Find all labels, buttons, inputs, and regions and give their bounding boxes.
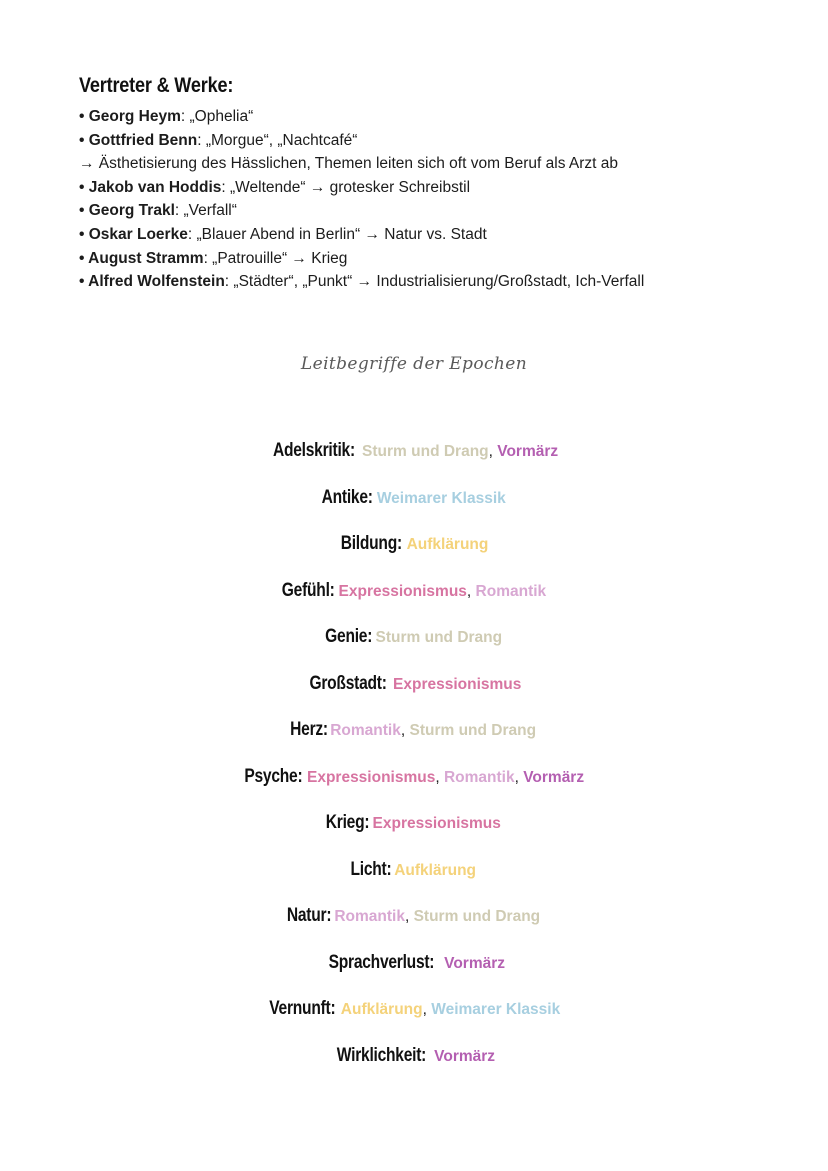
author-line [79, 176, 799, 200]
author-works: : „Städter“, „Punkt“ → Industrialisierung/Großstadt, Ich-Verfall [224, 273, 645, 291]
author-works: : „Verfall“ [174, 202, 237, 220]
author-name: • Gottfried Benn [79, 131, 198, 149]
epoch-tag: Expressionismus [393, 675, 522, 693]
epoch-tag: Romantik [475, 582, 547, 600]
epoch-separator: , [514, 768, 524, 786]
author-list [79, 105, 799, 294]
term-row [0, 998, 828, 1045]
author-works: : „Patrouille“ → Krieg [203, 249, 348, 267]
term-label: Psyche: [244, 765, 303, 787]
term-row [0, 626, 828, 673]
epoch-separator: , [488, 443, 498, 460]
term-row [0, 580, 828, 627]
epoch-tag: Vormärz [523, 768, 585, 786]
author-works: : „Weltende“ → grotesker Schreibstil [221, 178, 471, 196]
term-row [0, 673, 828, 720]
epoch-tag: Aufklärung [394, 861, 477, 879]
author-line [79, 270, 799, 294]
author-name: • Georg Heym [79, 108, 181, 125]
term-row [0, 1045, 828, 1092]
term-label: Natur: [286, 905, 332, 926]
author-works: : „Blauer Abend in Berlin“ → Natur vs. Stadt [187, 225, 487, 243]
term-label: Antike: [321, 486, 373, 508]
epoch-tag: Sturm und Drang [362, 443, 489, 460]
epoch-tag: Weimarer Klassik [376, 489, 506, 507]
term-row [0, 766, 828, 813]
author-works: → Ästhetisierung des Hässlichen, Themen leiten sich oft vom Beruf als Arzt ab [79, 155, 619, 173]
term-row [0, 859, 828, 906]
term-label: Sprachverlust: [328, 951, 435, 973]
author-name: • Oskar Loerke [79, 225, 188, 243]
author-line [79, 247, 799, 271]
epoch-tag: Sturm und Drang [413, 908, 541, 925]
term-row [0, 719, 828, 766]
author-works: : „Ophelia“ [180, 108, 254, 125]
epoch-tag: Romantik [443, 768, 515, 786]
epoch-separator: , [466, 582, 476, 600]
term-label: Herz: [290, 719, 328, 740]
epoch-separator: , [404, 908, 414, 925]
author-line [79, 129, 799, 153]
epoch-tag: Aufklärung [406, 536, 489, 553]
epoch-separator: , [435, 768, 444, 786]
epoch-tag: Expressionismus [372, 815, 501, 832]
term-row [0, 440, 828, 487]
author-name: • Alfred Wolfenstein [79, 273, 225, 291]
epoch-tag: Romantik [330, 722, 401, 739]
term-label: Licht: [350, 858, 392, 880]
term-label: Adelskritik: [272, 440, 355, 461]
author-name: • August Stramm [79, 249, 204, 267]
epoch-tag: Sturm und Drang [409, 722, 537, 739]
term-row [0, 952, 828, 999]
script-title: Leitbegriffe der Epochen [300, 354, 528, 374]
epoch-tag: Expressionismus [306, 768, 436, 786]
author-works: : „Morgue“, „Nachtcafé“ [197, 131, 358, 149]
author-name: • Jakob van Hoddis [79, 178, 222, 196]
term-row [0, 487, 828, 534]
epoch-tag: Romantik [334, 908, 405, 925]
term-label: Krieg: [325, 812, 370, 833]
author-line [79, 105, 799, 129]
epoch-separator: , [422, 1001, 432, 1018]
epoch-tag: Sturm und Drang [375, 629, 503, 646]
section-heading: Vertreter & Werke: [79, 74, 234, 97]
term-label: Wirklichkeit: [336, 1044, 427, 1066]
term-label: Gefühl: [281, 579, 335, 601]
authors-section [79, 74, 799, 294]
author-name: • Georg Trakl [79, 202, 175, 220]
author-line [79, 199, 799, 223]
epoch-tag: Expressionismus [338, 582, 467, 600]
epoch-tag: Vormärz [444, 954, 506, 972]
author-line [79, 223, 799, 247]
epoch-tag: Aufklärung [340, 1001, 423, 1018]
term-row [0, 905, 828, 952]
epoch-tag: Vormärz [497, 443, 559, 460]
term-label: Genie: [325, 626, 373, 647]
term-label: Vernunft: [269, 998, 336, 1019]
epoch-separator: , [400, 722, 410, 739]
author-line [79, 152, 799, 176]
term-label: Großstadt: [309, 672, 387, 694]
term-list [0, 440, 828, 1091]
term-label: Bildung: [340, 533, 402, 554]
term-row [0, 812, 828, 859]
epoch-tag: Weimarer Klassik [431, 1001, 561, 1018]
epoch-tag: Vormärz [434, 1047, 496, 1065]
term-row [0, 533, 828, 580]
